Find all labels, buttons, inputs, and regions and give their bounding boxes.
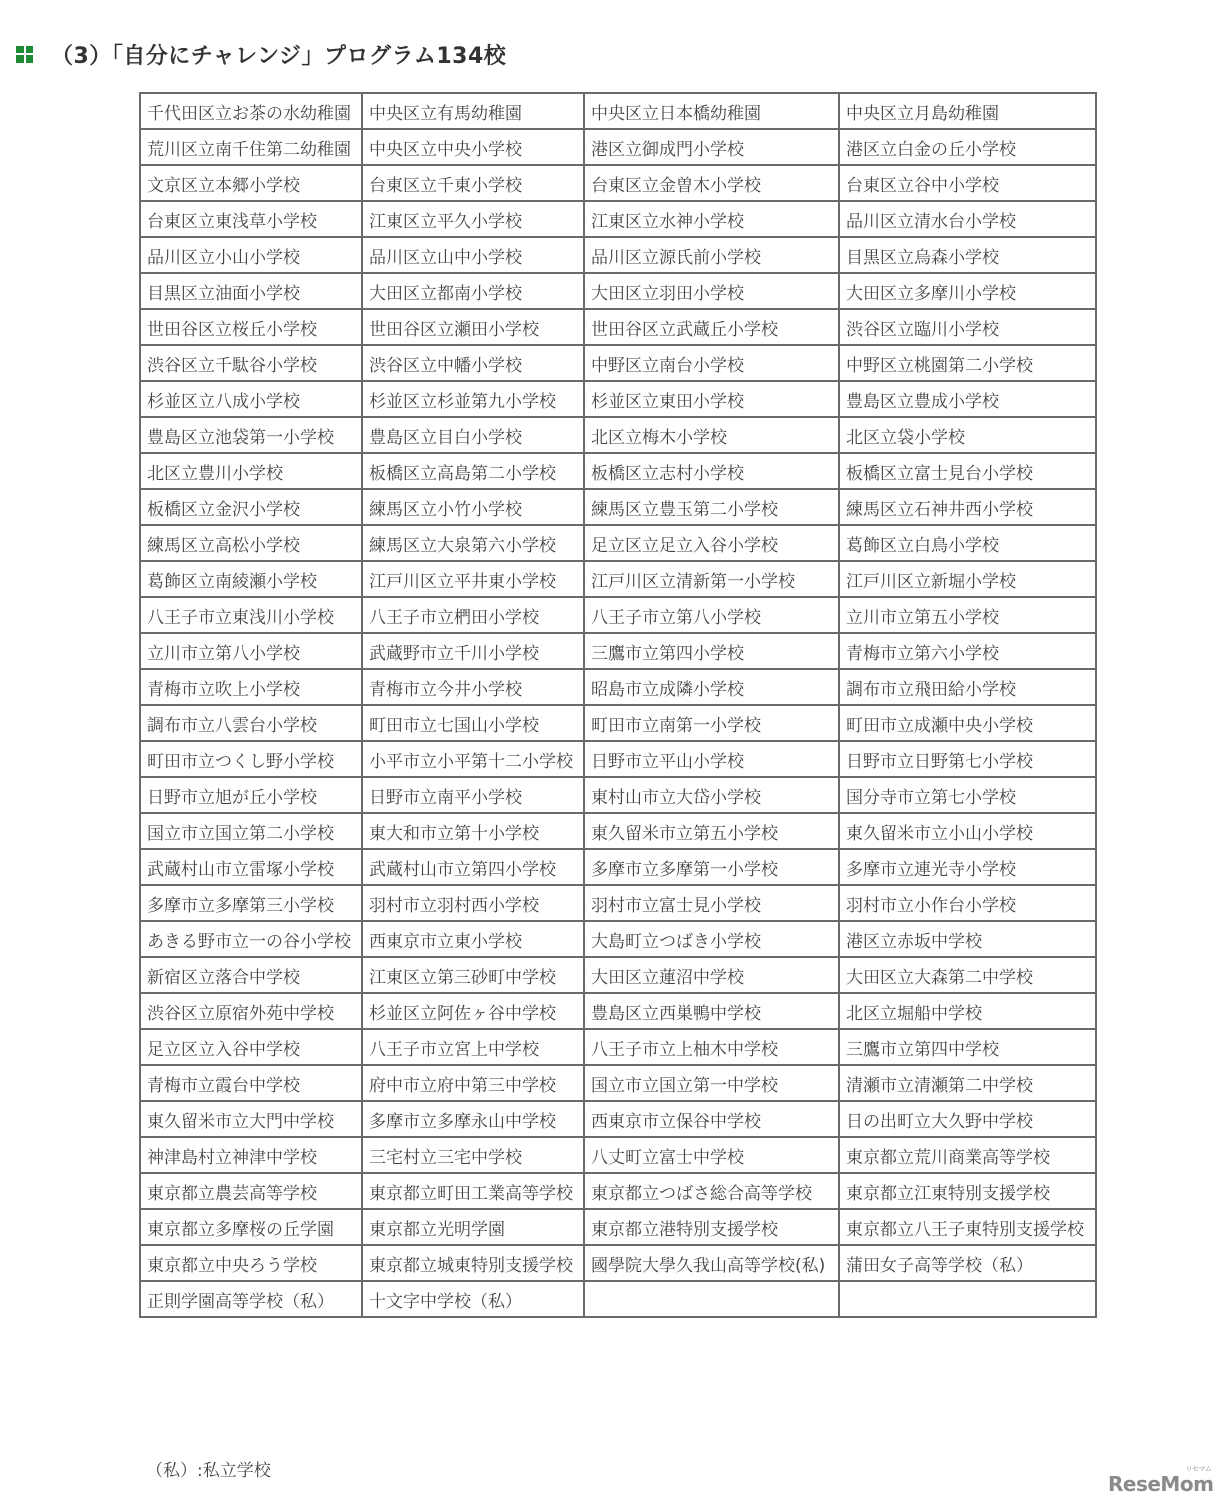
- school-name-cell: 葛飾区立南綾瀬小学校: [140, 561, 362, 597]
- school-name-cell: 神津島村立神津中学校: [140, 1137, 362, 1173]
- table-row: [140, 1065, 1096, 1101]
- school-name-cell: 東京都立農芸高等学校: [140, 1173, 362, 1209]
- school-name-cell: 練馬区立豊玉第二小学校: [584, 489, 839, 525]
- school-name-cell: 台東区立千東小学校: [362, 165, 584, 201]
- school-name-cell: 渋谷区立原宿外苑中学校: [140, 993, 362, 1029]
- table-row: [140, 1029, 1096, 1065]
- school-name-cell: 豊島区立池袋第一小学校: [140, 417, 362, 453]
- table-row: [140, 525, 1096, 561]
- school-name-cell: 品川区立清水台小学校: [839, 201, 1096, 237]
- school-name-cell: 板橋区立富士見台小学校: [839, 453, 1096, 489]
- table-row: [140, 1281, 1096, 1317]
- table-row: [140, 885, 1096, 921]
- school-name-cell: 渋谷区立千駄谷小学校: [140, 345, 362, 381]
- school-name-cell: 八丈町立富士中学校: [584, 1137, 839, 1173]
- school-name-cell: 豊島区立西巣鴨中学校: [584, 993, 839, 1029]
- school-name-cell: 立川市立第五小学校: [839, 597, 1096, 633]
- table-row: [140, 777, 1096, 813]
- school-name-cell: 府中市立府中第三中学校: [362, 1065, 584, 1101]
- school-name-cell: 多摩市立多摩第一小学校: [584, 849, 839, 885]
- green-grid-square-icon: [16, 46, 33, 63]
- school-name-cell: 北区立豊川小学校: [140, 453, 362, 489]
- school-name-cell: 立川市立第八小学校: [140, 633, 362, 669]
- empty-cell: [839, 1281, 1096, 1317]
- school-name-cell: 世田谷区立瀬田小学校: [362, 309, 584, 345]
- school-name-cell: 豊島区立豊成小学校: [839, 381, 1096, 417]
- school-name-cell: 世田谷区立桜丘小学校: [140, 309, 362, 345]
- table-row: [140, 1245, 1096, 1281]
- school-list-table: [139, 92, 1097, 1318]
- school-name-cell: 昭島市立成隣小学校: [584, 669, 839, 705]
- school-name-cell: 足立区立入谷中学校: [140, 1029, 362, 1065]
- school-name-cell: 八王子市立上柚木中学校: [584, 1029, 839, 1065]
- school-name-cell: 十文字中学校（私）: [362, 1281, 584, 1317]
- school-name-cell: 多摩市立多摩永山中学校: [362, 1101, 584, 1137]
- school-name-cell: 八王子市立椚田小学校: [362, 597, 584, 633]
- school-name-cell: 北区立堀船中学校: [839, 993, 1096, 1029]
- school-name-cell: 豊島区立目白小学校: [362, 417, 584, 453]
- school-name-cell: 日野市立日野第七小学校: [839, 741, 1096, 777]
- school-name-cell: 杉並区立東田小学校: [584, 381, 839, 417]
- school-name-cell: 港区立赤坂中学校: [839, 921, 1096, 957]
- school-name-cell: 町田市立七国山小学校: [362, 705, 584, 741]
- school-name-cell: 日野市立平山小学校: [584, 741, 839, 777]
- school-name-cell: 港区立御成門小学校: [584, 129, 839, 165]
- school-name-cell: 国立市立国立第一中学校: [584, 1065, 839, 1101]
- school-name-cell: 大島町立つばき小学校: [584, 921, 839, 957]
- school-name-cell: 羽村市立小作台小学校: [839, 885, 1096, 921]
- school-name-cell: 大田区立蓮沼中学校: [584, 957, 839, 993]
- school-name-cell: 羽村市立羽村西小学校: [362, 885, 584, 921]
- school-name-cell: 東京都立中央ろう学校: [140, 1245, 362, 1281]
- school-name-cell: 日の出町立大久野中学校: [839, 1101, 1096, 1137]
- school-name-cell: 多摩市立多摩第三小学校: [140, 885, 362, 921]
- school-name-cell: 青梅市立霞台中学校: [140, 1065, 362, 1101]
- school-name-cell: 武蔵村山市立第四小学校: [362, 849, 584, 885]
- school-name-cell: 文京区立本郷小学校: [140, 165, 362, 201]
- school-name-cell: 三鷹市立第四小学校: [584, 633, 839, 669]
- school-name-cell: 東京都立荒川商業高等学校: [839, 1137, 1096, 1173]
- school-name-cell: 中野区立南台小学校: [584, 345, 839, 381]
- school-name-cell: 武蔵村山市立雷塚小学校: [140, 849, 362, 885]
- school-name-cell: 大田区立大森第二中学校: [839, 957, 1096, 993]
- school-name-cell: 東京都立港特別支援学校: [584, 1209, 839, 1245]
- school-name-cell: 東京都立光明学園: [362, 1209, 584, 1245]
- school-name-cell: 千代田区立お茶の水幼稚園: [140, 93, 362, 129]
- table-row: [140, 669, 1096, 705]
- table-row: [140, 597, 1096, 633]
- school-name-cell: 葛飾区立白鳥小学校: [839, 525, 1096, 561]
- school-name-cell: 町田市立つくし野小学校: [140, 741, 362, 777]
- table-row: [140, 453, 1096, 489]
- school-name-cell: 東大和市立第十小学校: [362, 813, 584, 849]
- table-row: [140, 561, 1096, 597]
- school-name-cell: 東京都立つばさ総合高等学校: [584, 1173, 839, 1209]
- table-row: [140, 1173, 1096, 1209]
- school-name-cell: 調布市立飛田給小学校: [839, 669, 1096, 705]
- school-name-cell: 品川区立小山小学校: [140, 237, 362, 273]
- table-row: [140, 489, 1096, 525]
- school-name-cell: 練馬区立石神井西小学校: [839, 489, 1096, 525]
- school-name-cell: 江東区立水神小学校: [584, 201, 839, 237]
- heading-title: （3）「自分にチャレンジ」プログラム134校: [51, 43, 507, 69]
- school-name-cell: 東久留米市立大門中学校: [140, 1101, 362, 1137]
- section-heading: [16, 38, 506, 70]
- school-name-cell: 世田谷区立武蔵丘小学校: [584, 309, 839, 345]
- school-name-cell: 江戸川区立清新第一小学校: [584, 561, 839, 597]
- table-row: [140, 849, 1096, 885]
- table-row: [140, 705, 1096, 741]
- school-name-cell: 青梅市立吹上小学校: [140, 669, 362, 705]
- school-name-cell: 正則学園高等学校（私）: [140, 1281, 362, 1317]
- school-name-cell: 蒲田女子高等学校（私）: [839, 1245, 1096, 1281]
- school-name-cell: 八王子市立東浅川小学校: [140, 597, 362, 633]
- table-row: [140, 993, 1096, 1029]
- school-name-cell: 大田区立多摩川小学校: [839, 273, 1096, 309]
- school-name-cell: 練馬区立高松小学校: [140, 525, 362, 561]
- table-row: [140, 165, 1096, 201]
- school-name-cell: 国立市立国立第二小学校: [140, 813, 362, 849]
- school-name-cell: 青梅市立第六小学校: [839, 633, 1096, 669]
- table-row: [140, 345, 1096, 381]
- school-name-cell: 国分寺市立第七小学校: [839, 777, 1096, 813]
- table-row: [140, 417, 1096, 453]
- private-school-note: （私）:私立学校: [146, 1461, 271, 1481]
- school-name-cell: 調布市立八雲台小学校: [140, 705, 362, 741]
- school-name-cell: 江戸川区立新堀小学校: [839, 561, 1096, 597]
- resemom-watermark-logo: [1108, 1465, 1214, 1496]
- school-name-cell: 大田区立羽田小学校: [584, 273, 839, 309]
- school-name-cell: 中野区立桃園第二小学校: [839, 345, 1096, 381]
- school-name-cell: 日野市立旭が丘小学校: [140, 777, 362, 813]
- table-row: [140, 309, 1096, 345]
- school-name-cell: 町田市立成瀬中央小学校: [839, 705, 1096, 741]
- school-name-cell: 目黒区立烏森小学校: [839, 237, 1096, 273]
- school-name-cell: 渋谷区立中幡小学校: [362, 345, 584, 381]
- school-name-cell: 渋谷区立臨川小学校: [839, 309, 1096, 345]
- school-name-cell: 北区立袋小学校: [839, 417, 1096, 453]
- school-name-cell: 日野市立南平小学校: [362, 777, 584, 813]
- school-name-cell: 足立区立足立入谷小学校: [584, 525, 839, 561]
- school-name-cell: 東京都立城東特別支援学校: [362, 1245, 584, 1281]
- school-name-cell: 東村山市立大岱小学校: [584, 777, 839, 813]
- school-name-cell: 東京都立町田工業高等学校: [362, 1173, 584, 1209]
- school-name-cell: 板橋区立志村小学校: [584, 453, 839, 489]
- table-row: [140, 957, 1096, 993]
- school-name-cell: 東京都立多摩桜の丘学園: [140, 1209, 362, 1245]
- school-name-cell: 板橋区立高島第二小学校: [362, 453, 584, 489]
- school-name-cell: 荒川区立南千住第二幼稚園: [140, 129, 362, 165]
- school-name-cell: あきる野市立一の谷小学校: [140, 921, 362, 957]
- school-name-cell: 品川区立源氏前小学校: [584, 237, 839, 273]
- school-name-cell: 東久留米市立第五小学校: [584, 813, 839, 849]
- school-name-cell: 江東区立平久小学校: [362, 201, 584, 237]
- school-name-cell: 町田市立南第一小学校: [584, 705, 839, 741]
- school-name-cell: 西東京市立東小学校: [362, 921, 584, 957]
- school-name-cell: 新宿区立落合中学校: [140, 957, 362, 993]
- school-name-cell: 台東区立金曽木小学校: [584, 165, 839, 201]
- school-name-cell: 品川区立山中小学校: [362, 237, 584, 273]
- school-name-cell: 中央区立月島幼稚園: [839, 93, 1096, 129]
- school-name-cell: 杉並区立阿佐ヶ谷中学校: [362, 993, 584, 1029]
- school-name-cell: 中央区立中央小学校: [362, 129, 584, 165]
- table-row: [140, 633, 1096, 669]
- table-row: [140, 129, 1096, 165]
- school-name-cell: 江東区立第三砂町中学校: [362, 957, 584, 993]
- table-row: [140, 813, 1096, 849]
- table-row: [140, 381, 1096, 417]
- watermark-text: ReseMom: [1108, 1472, 1214, 1496]
- school-name-cell: 國學院大學久我山高等学校(私): [584, 1245, 839, 1281]
- school-name-cell: 青梅市立今井小学校: [362, 669, 584, 705]
- school-name-cell: 東京都立八王子東特別支援学校: [839, 1209, 1096, 1245]
- school-name-cell: 北区立梅木小学校: [584, 417, 839, 453]
- school-name-cell: 八王子市立宮上中学校: [362, 1029, 584, 1065]
- school-name-cell: 清瀬市立清瀬第二中学校: [839, 1065, 1096, 1101]
- school-name-cell: 大田区立都南小学校: [362, 273, 584, 309]
- table-row: [140, 273, 1096, 309]
- school-name-cell: 八王子市立第八小学校: [584, 597, 839, 633]
- school-name-cell: 小平市立小平第十二小学校: [362, 741, 584, 777]
- school-name-cell: 台東区立東浅草小学校: [140, 201, 362, 237]
- table-row: [140, 921, 1096, 957]
- school-name-cell: 台東区立谷中小学校: [839, 165, 1096, 201]
- school-name-cell: 三宅村立三宅中学校: [362, 1137, 584, 1173]
- school-name-cell: 武蔵野市立千川小学校: [362, 633, 584, 669]
- school-name-cell: 中央区立有馬幼稚園: [362, 93, 584, 129]
- table-row: [140, 741, 1096, 777]
- table-row: [140, 237, 1096, 273]
- school-name-cell: 杉並区立八成小学校: [140, 381, 362, 417]
- school-name-cell: 三鷹市立第四中学校: [839, 1029, 1096, 1065]
- school-name-cell: 板橋区立金沢小学校: [140, 489, 362, 525]
- school-name-cell: 杉並区立杉並第九小学校: [362, 381, 584, 417]
- school-name-cell: 江戸川区立平井東小学校: [362, 561, 584, 597]
- school-name-cell: 東久留米市立小山小学校: [839, 813, 1096, 849]
- table-row: [140, 1101, 1096, 1137]
- table-row: [140, 1209, 1096, 1245]
- watermark-kana: リセマム: [1185, 1465, 1212, 1473]
- empty-cell: [584, 1281, 839, 1317]
- school-name-cell: 多摩市立連光寺小学校: [839, 849, 1096, 885]
- school-name-cell: 中央区立日本橋幼稚園: [584, 93, 839, 129]
- table-row: [140, 1137, 1096, 1173]
- school-name-cell: 目黒区立油面小学校: [140, 273, 362, 309]
- school-name-cell: 練馬区立小竹小学校: [362, 489, 584, 525]
- school-name-cell: 東京都立江東特別支援学校: [839, 1173, 1096, 1209]
- table-row: [140, 93, 1096, 129]
- school-name-cell: 練馬区立大泉第六小学校: [362, 525, 584, 561]
- school-name-cell: 港区立白金の丘小学校: [839, 129, 1096, 165]
- table-row: [140, 201, 1096, 237]
- school-name-cell: 羽村市立富士見小学校: [584, 885, 839, 921]
- school-name-cell: 西東京市立保谷中学校: [584, 1101, 839, 1137]
